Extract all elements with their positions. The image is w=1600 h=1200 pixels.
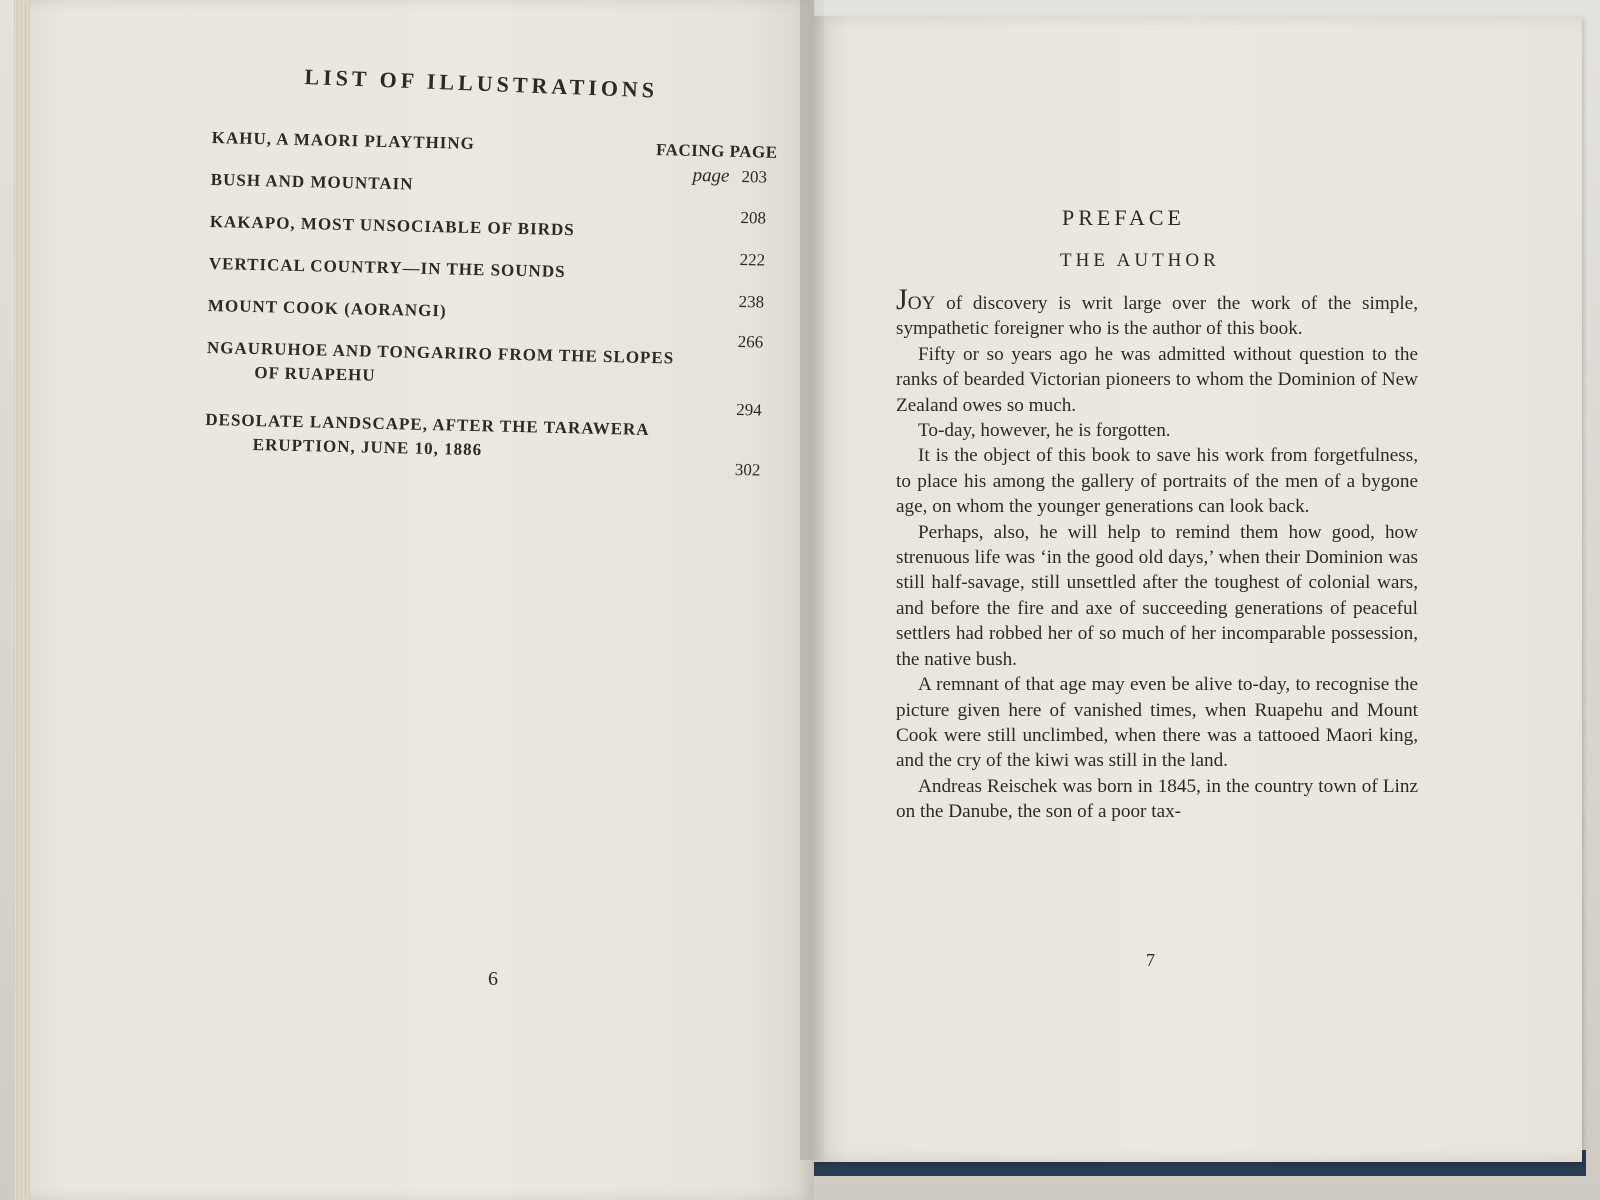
- illustration-caption: [206, 336, 717, 396]
- caption-line: NGAURUHOE AND TONGARIRO FROM THE SLOPES: [206, 337, 675, 368]
- caption-line: DESOLATE LANDSCAPE, AFTER THE TARAWERA: [205, 409, 650, 440]
- illustration-page-number: 222: [739, 250, 766, 270]
- preface-title: PREFACE: [1062, 205, 1185, 230]
- caption-continuation: OF RUAPEHU: [254, 363, 376, 385]
- paragraph: [896, 283, 1418, 342]
- illustration-caption: KAKAPO, MOST UNSOCIABLE OF BIRDS: [209, 211, 575, 240]
- paragraph: It is the object of this book to save his work from forgetfulness, to place his among the gallery of portraits of the men of a bygone age, on whom the younger generations can look back.: [896, 445, 1418, 518]
- page-word: page: [692, 164, 730, 187]
- paragraph: Andreas Reischek was born in 1845, in the country town of Linz on the Danube, the son of a poor tax-: [896, 775, 1418, 823]
- illustration-page-number: 294: [735, 399, 762, 420]
- paragraph-text: of discovery is writ large over the work of the simple, sympathetic foreigner who is the author of this book.: [896, 293, 1418, 340]
- paragraph: Fifty or so years ago he was admitted without question to the ranks of bearded Victorian pioneers to whom the Dominion of New Zealand owes so much.: [896, 343, 1418, 416]
- paragraph: To-day, however, he is forgotten.: [918, 420, 1171, 442]
- first-word-rest: OY: [907, 293, 936, 314]
- book-gutter: [800, 0, 824, 1160]
- right-page-number: 7: [1146, 950, 1155, 970]
- left-page-number: 6: [488, 968, 498, 990]
- list-of-illustrations-title: LIST OF ILLUSTRATIONS: [304, 64, 659, 103]
- list-item: [206, 336, 779, 421]
- list-item: [204, 408, 777, 493]
- paragraph: Perhaps, also, he will help to remind them how good, how strenuous life was ‘in the good old days,’ when their Dominion was still half-savage, still unsettled after the toughest of colonial wars, and before the fire and axe of succeeding generations of peaceful settlers had robbed her of so much of her incomparable possession, the native bush.: [896, 521, 1418, 670]
- illustration-page-number: 266: [737, 331, 764, 352]
- illustration-page-number: 238: [738, 291, 765, 312]
- illustration-page-number: 208: [740, 208, 767, 228]
- illustration-caption: [205, 408, 716, 468]
- illustration-caption: BUSH AND MOUNTAIN: [210, 169, 414, 194]
- illustration-caption: VERTICAL COUNTRY—IN THE SOUNDS: [208, 253, 566, 282]
- page-edges: [14, 0, 30, 1200]
- facing-page-label: FACING PAGE: [655, 140, 778, 162]
- drop-cap: J: [896, 283, 908, 316]
- illustration-page-number: 302: [734, 459, 761, 480]
- page-number-value: 203: [741, 167, 768, 187]
- paragraph: A remnant of that age may even be alive to-day, to recognise the picture given here of vanished times, when Ruapehu and Mount Cook were still unclimbed, when there was a tattooed Maori king, and the cry of the kiwi was still in the land.: [896, 674, 1418, 772]
- preface-body: [896, 283, 1418, 825]
- caption-continuation: ERUPTION, JUNE 10, 1886: [252, 435, 483, 460]
- illustration-caption: KAHU, A MAORI PLAYTHING: [211, 127, 476, 153]
- preface-subtitle: THE AUTHOR: [1060, 250, 1220, 271]
- illustration-caption: MOUNT COOK (AORANGI): [207, 295, 447, 321]
- illustrations-list: [204, 126, 784, 493]
